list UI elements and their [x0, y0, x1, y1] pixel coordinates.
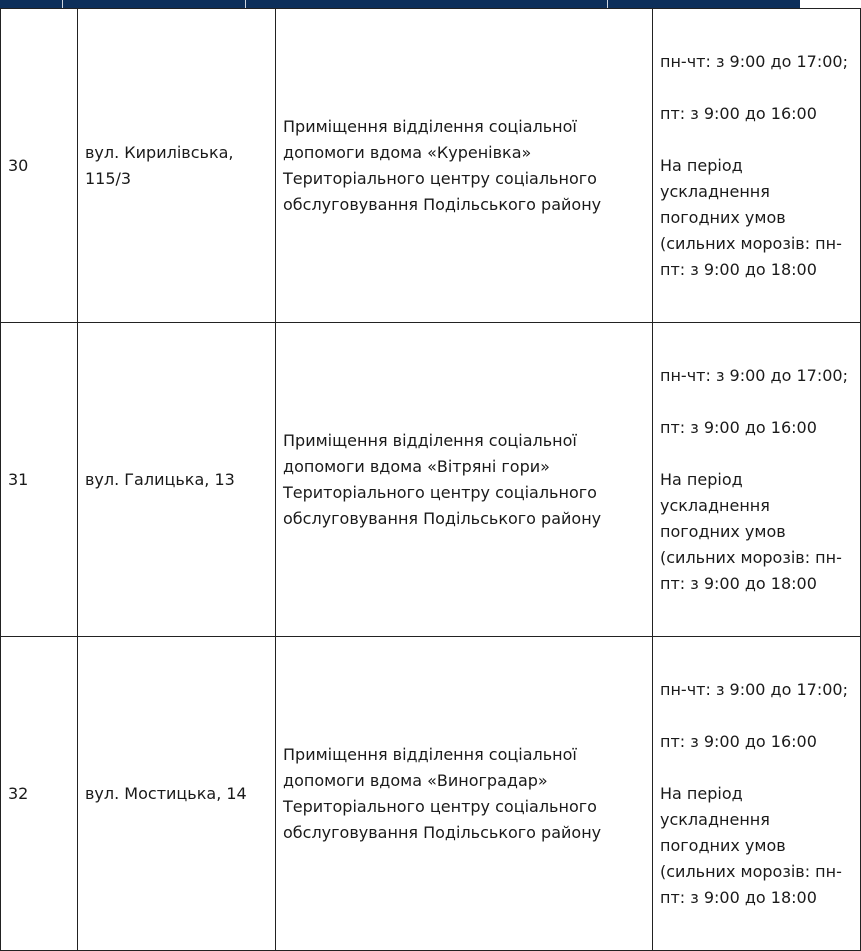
- hours-extended: На період ускладнення погодних умов (сильних морозів: пн-пт: з 9:00 до 18:00: [660, 783, 842, 907]
- header-divider: [245, 0, 246, 8]
- hours-weekdays: пн-чт: з 9:00 до 17:00;: [660, 51, 848, 71]
- hours-cell: [653, 637, 861, 951]
- row-number: 32: [8, 783, 29, 803]
- row-number-cell: [1, 323, 78, 637]
- hours-cell: [653, 9, 861, 323]
- table-header-bar: [0, 0, 800, 8]
- shelters-table: [0, 8, 861, 951]
- location-description: Приміщення відділення соціальної допомоги вдома «Куренівка» Територіального центру соціального обслуговування Подільського району: [283, 116, 602, 214]
- address: вул. Галицька, 13: [85, 469, 235, 489]
- hours-extended: На період ускладнення погодних умов (сильних морозів: пн-пт: з 9:00 до 18:00: [660, 469, 842, 593]
- location-description: Приміщення відділення соціальної допомоги вдома «Виноградар» Територіального центру соціального обслуговування Подільського району: [283, 744, 602, 842]
- header-divider: [607, 0, 608, 8]
- hours-friday: пт: з 9:00 до 16:00: [660, 731, 817, 751]
- location-cell: [276, 9, 653, 323]
- working-hours: [660, 363, 853, 597]
- table-row: [1, 323, 861, 637]
- working-hours: [660, 49, 853, 283]
- address-cell: [78, 637, 276, 951]
- hours-extended: На період ускладнення погодних умов (сильних морозів: пн-пт: з 9:00 до 18:00: [660, 155, 842, 279]
- address-cell: [78, 323, 276, 637]
- hours-friday: пт: з 9:00 до 16:00: [660, 103, 817, 123]
- row-number: 30: [8, 155, 29, 175]
- address: вул. Кирилівська, 115/3: [85, 142, 234, 188]
- address: вул. Мостицька, 14: [85, 783, 247, 803]
- row-number: 31: [8, 469, 29, 489]
- hours-weekdays: пн-чт: з 9:00 до 17:00;: [660, 365, 848, 385]
- location-cell: [276, 323, 653, 637]
- hours-weekdays: пн-чт: з 9:00 до 17:00;: [660, 679, 848, 699]
- location-description: Приміщення відділення соціальної допомоги вдома «Вітряні гори» Територіального центру соціального обслуговування Подільського району: [283, 430, 602, 528]
- row-number-cell: [1, 637, 78, 951]
- working-hours: [660, 677, 853, 911]
- header-divider: [62, 0, 63, 8]
- hours-friday: пт: з 9:00 до 16:00: [660, 417, 817, 437]
- table-row: [1, 637, 861, 951]
- location-cell: [276, 637, 653, 951]
- table-row: [1, 9, 861, 323]
- address-cell: [78, 9, 276, 323]
- row-number-cell: [1, 9, 78, 323]
- hours-cell: [653, 323, 861, 637]
